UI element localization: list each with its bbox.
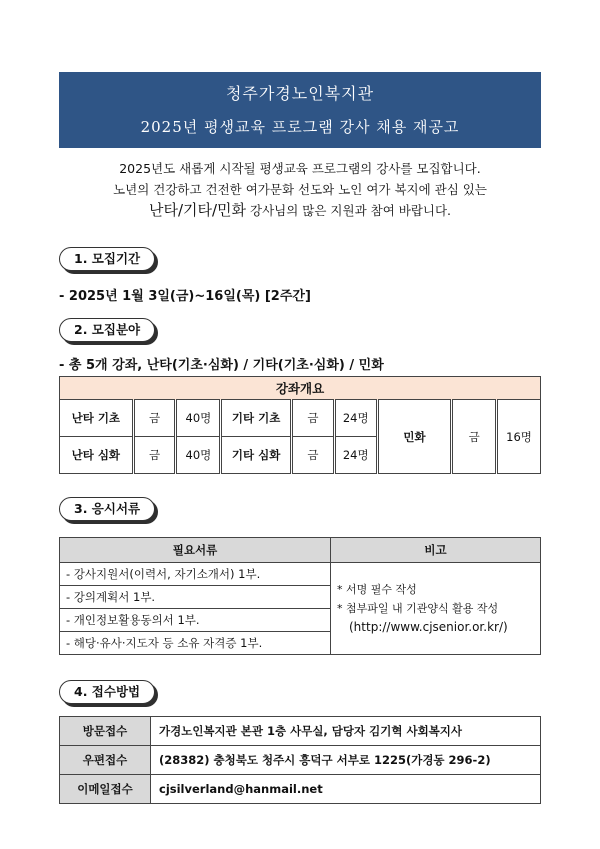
course-name: 난타 기초 (60, 400, 134, 437)
course-count: 24명 (334, 400, 377, 437)
course-count: 40명 (176, 437, 221, 474)
course-day: 금 (291, 437, 334, 474)
documents-table (59, 537, 541, 655)
course-day: 금 (452, 400, 497, 474)
method-label: 우편접수 (60, 746, 151, 775)
doc-item: - 해당·유사·지도자 등 소유 자격증 1부. (60, 632, 331, 655)
doc-item: - 개인정보활용동의서 1부. (60, 609, 331, 632)
course-name: 민화 (377, 400, 452, 474)
intro-fields: 난타/기타/민화 (148, 201, 247, 219)
doc-item: - 강의계획서 1부. (60, 586, 331, 609)
course-count: 24명 (334, 437, 377, 474)
section-4-heading: 4. 접수방법 (59, 680, 155, 704)
title-banner (59, 72, 541, 148)
course-name: 난타 심화 (60, 437, 134, 474)
section-3-heading: 3. 응시서류 (59, 497, 155, 521)
course-table (59, 376, 541, 474)
org-name: 청주가경노인복지관 (225, 84, 375, 103)
course-name: 기타 심화 (221, 437, 292, 474)
section-2-heading: 2. 모집분야 (59, 318, 155, 342)
course-count: 40명 (176, 400, 221, 437)
course-day: 금 (133, 437, 176, 474)
method-value: (28382) 충청북도 청주시 흥덕구 서부로 1225(가경동 296-2) (151, 746, 541, 775)
intro-line-1: 2025년도 새롭게 시작될 평생교육 프로그램의 강사를 모집합니다. (119, 161, 481, 176)
method-label: 이메일접수 (60, 775, 151, 804)
course-table-header: 강좌개요 (60, 377, 541, 400)
recruit-fields: - 총 5개 강좌, 난타(기초·심화) / 기타(기초·심화) / 민화 (59, 358, 384, 373)
course-count: 16명 (497, 400, 541, 474)
course-name: 기타 기초 (221, 400, 292, 437)
notice-title: 2025년 평생교육 프로그램 강사 채용 재공고 (140, 118, 460, 136)
intro-line-3 (40, 200, 560, 221)
course-day: 금 (291, 400, 334, 437)
intro-text (40, 158, 560, 221)
course-day: 금 (133, 400, 176, 437)
submission-table (59, 716, 541, 804)
docs-column-header: 필요서류 (60, 538, 331, 563)
method-label: 방문접수 (60, 717, 151, 746)
note-line-2: * 첨부파일 내 기관양식 활용 작성 (337, 602, 499, 615)
method-value: 가경노인복지관 본관 1층 사무실, 담당자 김기혁 사회복지사 (151, 717, 541, 746)
note-column-header: 비고 (331, 538, 541, 563)
recruit-period: - 2025년 1월 3일(금)~16일(목) [2주간] (59, 289, 311, 304)
docs-note (331, 563, 541, 655)
doc-item: - 강사지원서(이력서, 자기소개서) 1부. (60, 563, 331, 586)
email-address[interactable]: cjsilverland@hanmail.net (151, 775, 541, 804)
intro-line-3-rest: 강사님의 많은 지원과 참여 바랍니다. (246, 203, 452, 218)
intro-line-2: 노년의 건강하고 건전한 여가문화 선도와 노인 여가 복지에 관심 있는 (113, 182, 487, 197)
note-line-1: * 서명 필수 작성 (337, 583, 417, 596)
section-1-heading: 1. 모집기간 (59, 247, 155, 271)
website-link[interactable]: (http://www.cjsenior.or.kr/) (349, 620, 508, 634)
